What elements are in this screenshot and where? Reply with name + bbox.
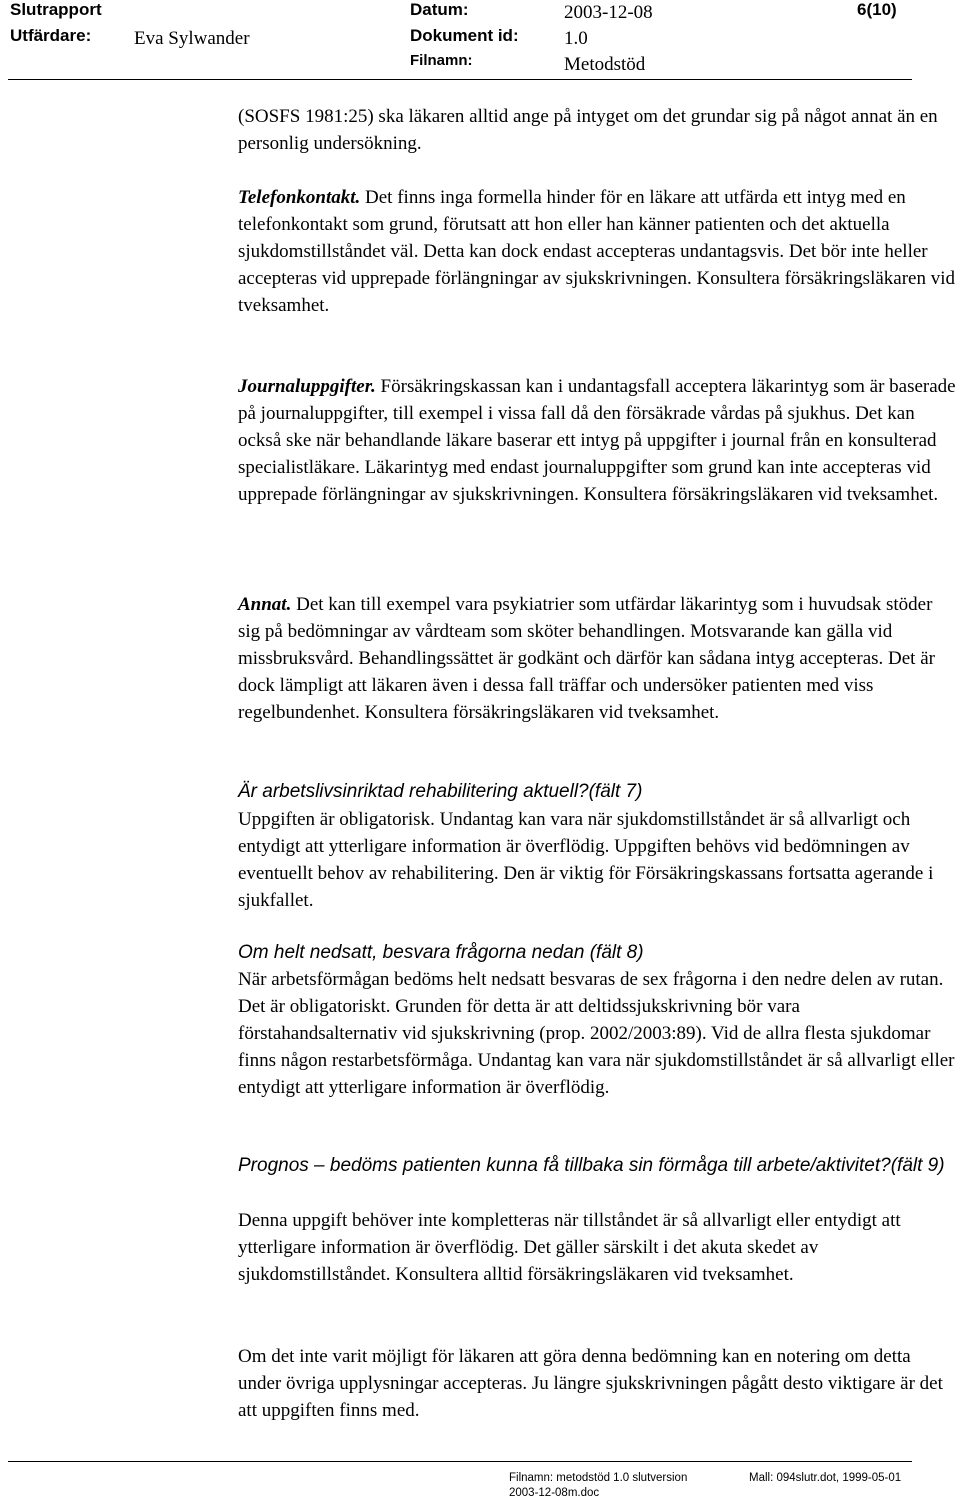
paragraph-text: Försäkringskassan kan i undantagsfall acceptera läkarintyg som är baserade på journaluppgifter, till exempel i vissa fall då den försäkrade vårdas på sjukhus. Det kan också ske när behandlande läkare baserar ett intyg på uppgifter i journal från en konsulterad specialistläkare. Läkarintyg med endast journaluppgifter som grund kan inte accepteras vid upprepade förlängningar av sjukskrivningen. Konsultera försäkringsläkaren vid tveksamhet. <box>238 376 956 505</box>
footer-filename-date: 2003-12-08m.doc <box>509 1487 600 1499</box>
filename-label: Filnamn: <box>410 52 473 69</box>
filename-value: Metodstöd <box>564 54 646 75</box>
paragraph-field-9 <box>238 1207 958 1288</box>
paragraph-field-8 <box>238 966 958 1101</box>
report-type-label: Slutrapport <box>10 0 102 19</box>
document-id-label: Dokument id: <box>410 26 519 45</box>
paragraph-journaluppgifter <box>238 373 958 508</box>
header-rule <box>8 79 912 80</box>
document-id-value: 1.0 <box>564 28 588 49</box>
paragraph-notering <box>238 1343 958 1424</box>
paragraph-sosfs <box>238 103 958 157</box>
paragraph-telefonkontakt <box>238 184 958 319</box>
paragraph-lead: Telefonkontakt. <box>238 187 361 208</box>
paragraph-text: Om det inte varit möjligt för läkaren att göra denna bedömning kan en notering om detta under övriga upplysningar accepteras. Ju längre sjukskrivningen pågått desto viktigare är det att uppgiften finns med. <box>238 1346 943 1421</box>
footer-template: Mall: 094slutr.dot, 1999-05-01 <box>749 1472 902 1484</box>
paragraph-text: Uppgiften är obligatorisk. Undantag kan vara när sjukdomstillståndet är så allvarligt och entydigt att ytterligare information är överflödig. Uppgiften behövs vid bedömningen av eventuellt behov av rehabilitering. Den är viktig för Försäkringskassans fortsatta agerande i sjukfallet. <box>238 809 934 911</box>
issuer-value: Eva Sylwander <box>134 28 250 49</box>
footer-filename: Filnamn: metodstöd 1.0 slutversion <box>509 1472 688 1484</box>
footer-rule <box>8 1461 912 1462</box>
paragraph-annat <box>238 591 958 726</box>
paragraph-text: När arbetsförmågan bedöms helt nedsatt besvaras de sex frågorna i den nedre delen av rutan. Det är obligatoriskt. Grunden för detta är att deltidssjukskrivning bör vara förstahandsalternativ vid sjukskrivning (prop. 2002/2003:89). Vid de allra flesta sjukdomar finns någon restarbetsförmåga. Undantag kan vara när sjukdomstillståndet är så allvarligt eller entydigt att ytterligare information är överflödig. <box>238 969 955 1098</box>
page-number: 6(10) <box>857 0 897 19</box>
paragraph-text: (SOSFS 1981:25) ska läkaren alltid ange på intyget om det grundar sig på något annat än en personlig undersökning. <box>238 106 938 154</box>
paragraph-lead: Journaluppgifter. <box>238 376 376 397</box>
heading-field-9: Prognos – bedöms patienten kunna få tillbaka sin förmåga till arbete/aktivitet?(fält 9) <box>238 1155 945 1176</box>
date-value: 2003-12-08 <box>564 2 653 23</box>
heading-field-8: Om helt nedsatt, besvara frågorna nedan (fält 8) <box>238 942 644 963</box>
paragraph-lead: Annat. <box>238 594 292 615</box>
heading-field-7: Är arbetslivsinriktad rehabilitering aktuell?(fält 7) <box>238 781 643 802</box>
paragraph-text: Det finns inga formella hinder för en läkare att utfärda ett intyg med en telefonkontakt som grund, förutsatt att hon eller han känner patienten och det aktuella sjukdomstillståndet väl. Detta kan dock endast accepteras undantagsvis. Det bör inte heller accepteras vid upprepade förlängningar av sjukskrivningen. Konsultera försäkringsläkaren vid tveksamhet. <box>238 187 956 316</box>
issuer-label: Utfärdare: <box>10 26 92 45</box>
paragraph-text: Det kan till exempel vara psykiatrier som utfärdar läkarintyg som i huvudsak stöder sig på bedömningar av vårdteam som sköter behandlingen. Motsvarande kan gälla vid missbruksvård. Behandlingssättet är godkänt och därför kan sådana intyg accepteras. Det är dock lämpligt att läkaren även i dessa fall träffar och undersöker patienten med viss regelbundenhet. Konsultera försäkringsläkaren vid tveksamhet. <box>238 594 935 723</box>
date-label: Datum: <box>410 0 469 19</box>
paragraph-text: Denna uppgift behöver inte kompletteras när tillståndet är så allvarligt eller entydigt att ytterligare information är överflödig. Det gäller särskilt i det akuta skedet av sjukdomstillståndet. Konsultera alltid försäkringsläkaren vid tveksamhet. <box>238 1210 901 1285</box>
paragraph-field-7 <box>238 806 958 914</box>
